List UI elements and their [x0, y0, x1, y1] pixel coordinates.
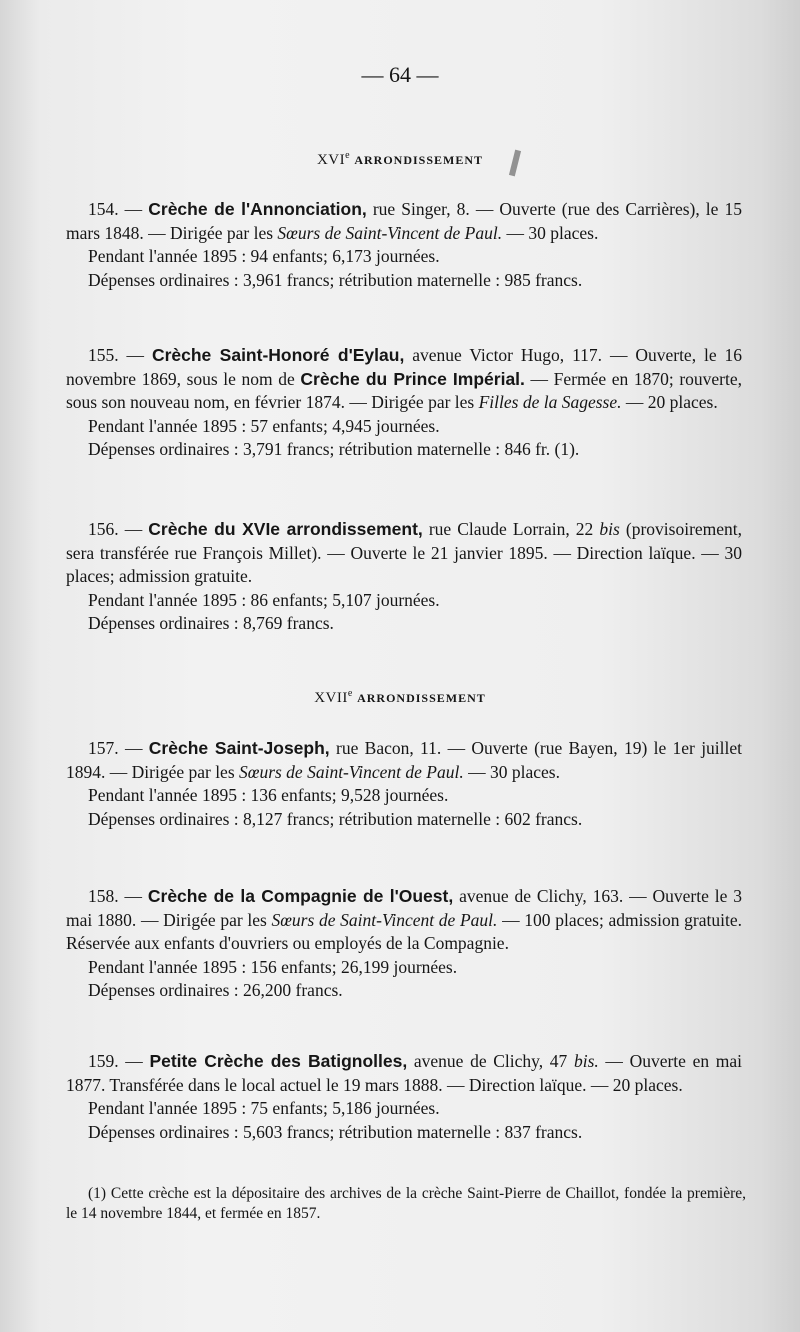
entry-159: 159. — Petite Crèche des Batignolles, avenue de Clichy, 47 bis. — Ouverte en mai 1877. Transférée dans le local actuel le 19 mars 1888. — Direction laïque. — 20 places. Pendant l'année 1895 : 75 enfants; 5,186 journées. Dépenses ordinaires : 5,603 francs; rétribution maternelle : 837 francs.: [66, 1051, 743, 1142]
entry-title: Petite Crèche des Batignolles,: [149, 1051, 408, 1071]
entry-158: 158. — Crèche de la Compagnie de l'Ouest, avenue de Clichy, 163. — Ouverte le 3 mai 1880. — Dirigée par les Sœurs de Saint-Vincent de Paul. — 100 places; admission gratuite. Réservée aux enfants d'ouvriers ou employés de la Compagnie. Pendant l'année 1895 : 156 enfants; 26,199 journées. Dépenses ordinaires : 26,200 francs.: [66, 886, 742, 1000]
entry-157: 157. — Crèche Saint-Joseph, rue Bacon, 11. — Ouverte (rue Bayen, 19) le 1er juillet 1894. — Dirigée par les Sœurs de Saint-Vincent de Paul. — 30 places. Pendant l'année 1895 : 136 enfants; 9,528 journées. Dépenses ordinaires : 8,127 francs; rétribution maternelle : 602 francs.: [66, 738, 743, 829]
entry-156: 156. — Crèche du XVIe arrondissement, rue Claude Lorrain, 22 bis (provisoirement, sera transférée rue François Millet). — Ouverte le 21 janvier 1895. — Direction laïque. — 30 places; admission gratuite. Pendant l'année 1895 : 86 enfants; 5,107 journées. Dépenses ordinaires : 8,769 francs.: [66, 519, 743, 633]
entry-title: Crèche Saint-Joseph,: [148, 738, 330, 758]
section-heading-xvi: XVIe ARRONDISSEMENT: [316, 150, 484, 168]
entry-154: 154. — Crèche de l'Annonciation, rue Singer, 8. — Ouverte (rue des Carrières), le 15 mars 1848. — Dirigée par les Sœurs de Saint-Vincent de Paul. — 30 places. Pendant l'année 1895 : 94 enfants; 6,173 journées. Dépenses ordinaires : 3,961 francs; rétribution maternelle : 985 francs.: [66, 199, 742, 290]
page-number: — 64 —: [361, 62, 439, 87]
entry-title: Crèche du XVIe arrondissement,: [148, 519, 423, 539]
entry-155: 155. — Crèche Saint-Honoré d'Eylau, avenue Victor Hugo, 117. — Ouverte, le 16 novembre 1869, sous le nom de Crèche du Prince Impérial. — Fermée en 1870; rouverte, sous son nouveau nom, en février 1874. — Dirigée par les Filles de la Sagesse. — 20 places. Pendant l'année 1895 : 57 enfants; 4,945 journées. Dépenses ordinaires : 3,791 francs; rétribution maternelle : 846 fr. (1).: [66, 345, 743, 459]
entry-title: Crèche de la Compagnie de l'Ouest,: [147, 886, 454, 906]
entry-title: Crèche de l'Annonciation,: [148, 199, 367, 219]
footnote: (1) Cette crèche est la dépositaire des archives de la crèche Saint-Pierre de Chaillot, fondée la première, le 14 novembre 1844, et fermée en 1857.: [66, 1185, 746, 1222]
entry-title: Crèche Saint-Honoré d'Eylau,: [151, 345, 405, 365]
section-heading-xvii: XVIIe ARRONDISSEMENT: [314, 688, 486, 706]
